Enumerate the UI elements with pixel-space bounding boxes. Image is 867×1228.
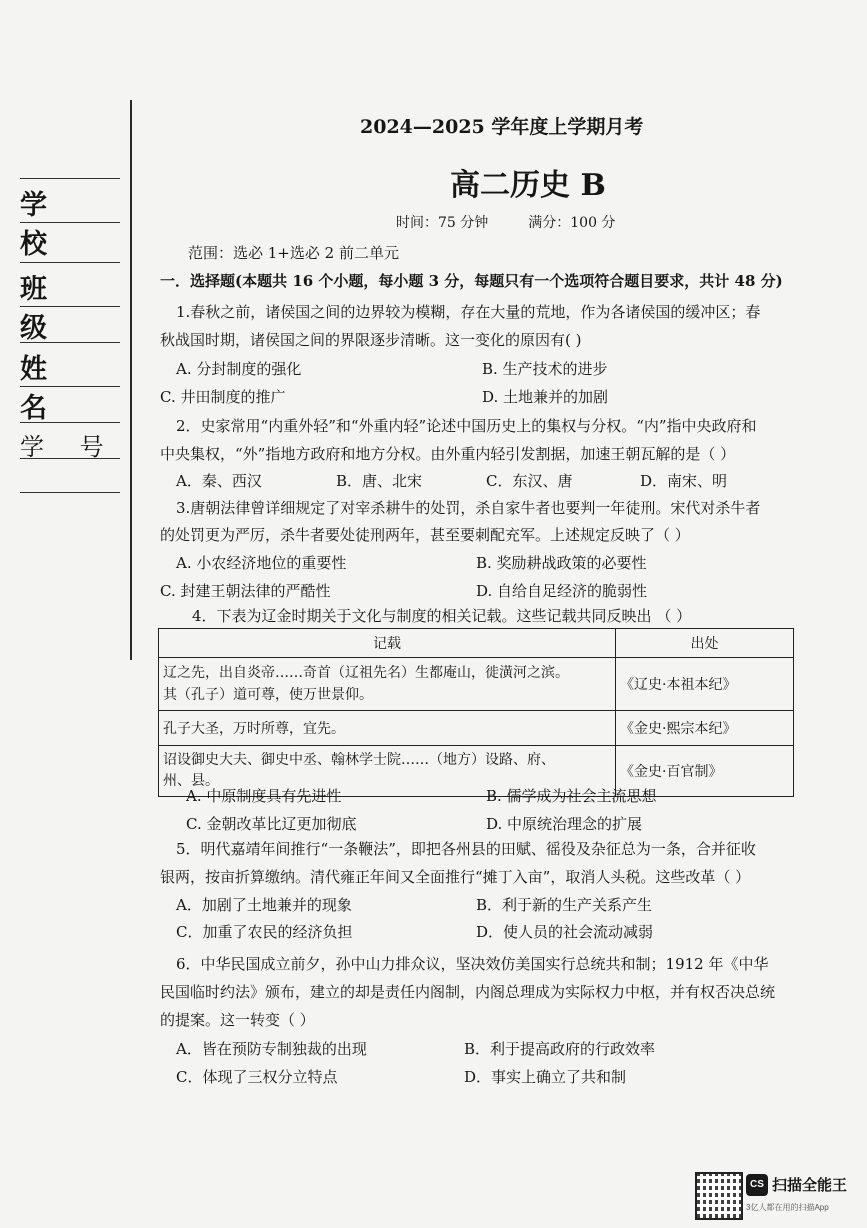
class-field[interactable] (20, 306, 120, 307)
name-label: 姓 名 (20, 342, 120, 425)
q5-option-d[interactable]: D．使人员的社会流动减弱 (476, 923, 654, 941)
school-field[interactable] (20, 222, 120, 223)
q4-records-table (158, 628, 794, 797)
q6-stem-line3: 的提案。这一转变（ ） (160, 1011, 315, 1029)
exam-title: 2024—2025 学年度上学期月考 (360, 116, 644, 138)
q6-option-d[interactable]: D．事实上确立了共和制 (464, 1068, 627, 1086)
q3-stem-line1: 3.唐朝法律曾详细规定了对宰杀耕牛的处罚，杀自家牛者也要判一年徒刑。宋代对杀牛者 (176, 499, 761, 517)
record-cell: 诏设御史大夫、御史中丞、翰林学士院……（地方）设路、府、 州、县。 (159, 746, 616, 797)
q6-option-c[interactable]: C．体现了三权分立特点 (176, 1068, 338, 1086)
q6-stem-line1: 6．中华民国成立前夕，孙中山力排众议，坚决效仿美国实行总统共和制；1912 年《中华 (176, 955, 769, 973)
section-heading: 一．选择题(本题共 16 个小题，每小题 3 分，每题只有一个选项符合题目要求，共计 48 分) (160, 272, 783, 290)
qr-code (695, 1172, 743, 1220)
q4-option-d[interactable]: D. 中原统治理念的扩展 (486, 815, 643, 833)
q4-option-a[interactable]: A. 中原制度具有先进性 (186, 787, 342, 805)
class-label: 班 级 (20, 262, 120, 345)
q6-stem-line2: 民国临时约法》颁布，建立的却是责任内阁制，内阁总理成为实际权力中枢，并有权否决总统 (160, 983, 776, 1001)
subject-title: 高二历史 B (450, 168, 606, 203)
table-row (159, 711, 794, 746)
q1-option-b[interactable]: B. 生产技术的进步 (482, 360, 608, 378)
q2-stem-line2: 中央集权，“外”指地方政府和地方分权。由外重内轻引发割据，加速王朝瓦解的是（ ） (160, 445, 736, 463)
q2-stem-line1: 2．史家常用“内重外轻”和“外重内轻”论述中国历史上的集权与分权。“内”指中央政府和 (176, 417, 757, 435)
q5-option-b[interactable]: B．利于新的生产关系产生 (476, 896, 653, 914)
student-id-label: 学 号 (20, 422, 120, 462)
binding-line (130, 100, 132, 660)
table-header-source: 出处 (616, 629, 794, 658)
exam-time: 时间：75 分钟 (396, 215, 489, 231)
q1-option-a[interactable]: A. 分封制度的强化 (176, 360, 302, 378)
q2-option-a[interactable]: A．秦、西汉 (176, 472, 262, 490)
q5-option-a[interactable]: A．加剧了土地兼并的现象 (176, 896, 352, 914)
q1-stem-line1: 1.春秋之前，诸侯国之间的边界较为模糊，存在大量的荒地，作为各诸侯国的缓冲区；春 (176, 303, 761, 321)
source-cell: 《金史·熙宗本纪》 (616, 711, 794, 746)
student-id-field[interactable] (20, 458, 120, 459)
exam-score: 满分：100 分 (528, 215, 616, 231)
q1-option-c[interactable]: C. 井田制度的推广 (160, 388, 286, 406)
q6-option-a[interactable]: A．皆在预防专制独裁的出现 (176, 1040, 367, 1058)
q3-stem-line2: 的处罚更为严厉，杀牛者要处徒刑两年，甚至要刺配充军。上述规定反映了（ ） (160, 526, 690, 544)
q5-stem-line1: 5．明代嘉靖年间推行“一条鞭法”，即把各州县的田赋、徭役及杂征总为一条，合并征收 (176, 840, 756, 858)
q5-option-c[interactable]: C．加重了农民的经济负担 (176, 923, 353, 941)
source-cell: 《金史·百官制》 (616, 746, 794, 797)
table-header-row (159, 629, 794, 658)
table-row (159, 658, 794, 711)
record-cell: 孔子大圣，万时所尊，宜先。 (159, 711, 616, 746)
name-field[interactable] (20, 386, 120, 387)
camscanner-logo: CS (746, 1174, 768, 1196)
q3-option-c[interactable]: C. 封建王朝法律的严酷性 (160, 582, 331, 600)
table-header-record: 记载 (159, 629, 616, 658)
q2-option-b[interactable]: B．唐、北宋 (336, 472, 423, 490)
q6-option-b[interactable]: B．利于提高政府的行政效率 (464, 1040, 656, 1058)
q4-option-b[interactable]: B. 儒学成为社会主流思想 (486, 787, 657, 805)
q3-option-b[interactable]: B. 奖励耕战政策的必要性 (476, 554, 647, 572)
q4-option-c[interactable]: C. 金朝改革比辽更加彻底 (186, 815, 357, 833)
exam-meta (396, 212, 655, 232)
source-cell: 《辽史·本祖本纪》 (616, 658, 794, 711)
q1-option-d[interactable]: D. 土地兼并的加剧 (482, 388, 609, 406)
q1-stem-line2: 秋战国时期，诸侯国之间的界限逐步清晰。这一变化的原因有( ) (160, 331, 582, 349)
exam-scope: 范围：选必 1+选必 2 前二单元 (188, 244, 399, 262)
q2-option-d[interactable]: D．南宋、明 (640, 472, 728, 490)
q3-option-d[interactable]: D. 自给自足经济的脆弱性 (476, 582, 648, 600)
student-id-bottom-line (20, 492, 120, 493)
record-cell: 辽之先，出自炎帝……奇首（辽祖先名）生都庵山，徙潢河之滨。 其（孔子）道可尊，使万世景仰。 (159, 658, 616, 711)
q2-option-c[interactable]: C．东汉、唐 (486, 472, 573, 490)
q5-stem-line2: 银两，按亩折算缴纳。清代雍正年间又全面推行“摊丁入亩”，取消人头税。这些改革（ ） (160, 868, 751, 886)
school-label: 学 校 (20, 178, 120, 261)
camscanner-name: 扫描全能王 (772, 1177, 848, 1194)
q4-stem: 4．下表为辽金时期关于文化与制度的相关记载。这些记载共同反映出 （ ） (192, 607, 692, 625)
q3-option-a[interactable]: A. 小农经济地位的重要性 (176, 554, 347, 572)
camscanner-tagline: 3亿人都在用的扫描App (746, 1203, 829, 1212)
